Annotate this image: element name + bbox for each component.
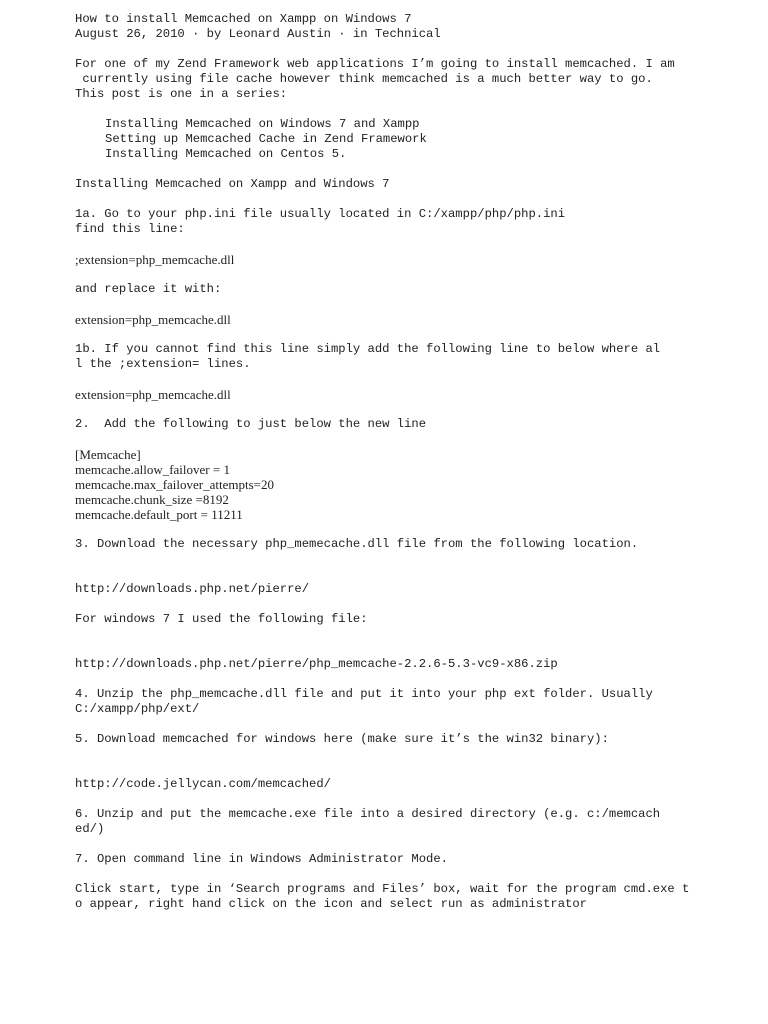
step2-text: 2. Add the following to just below the new line bbox=[75, 417, 427, 431]
intro-line-2: currently using file cache however think memcached is a much better way to go. bbox=[75, 72, 653, 86]
intro-line-3: This post is one in a series: bbox=[75, 87, 288, 101]
step2-code-line-2: memcache.allow_failover = 1 bbox=[75, 462, 230, 477]
series-item-1: Installing Memcached on Windows 7 and Xampp bbox=[105, 117, 420, 131]
step7-text: 7. Open command line in Windows Administrator Mode. bbox=[75, 852, 448, 866]
series-item-2: Setting up Memcached Cache in Zend Framework bbox=[105, 132, 427, 146]
intro-line-1: For one of my Zend Framework web applications I’m going to install memcached. I am bbox=[75, 57, 675, 71]
step7-line-1: Click start, type in ‘Search programs and Files’ box, wait for the program cmd.exe t bbox=[75, 882, 690, 896]
step2-code-line-5: memcache.default_port = 11211 bbox=[75, 507, 243, 522]
step4-line-1: 4. Unzip the php_memcache.dll file and put it into your php ext folder. Usually bbox=[75, 687, 653, 701]
step3-text: 3. Download the necessary php_memecache.dll file from the following location. bbox=[75, 537, 639, 551]
step1a-replace-code: extension=php_memcache.dll bbox=[75, 312, 231, 327]
document-page bbox=[75, 12, 735, 912]
step4-line-2: C:/xampp/php/ext/ bbox=[75, 702, 200, 716]
step7-line-2: o appear, right hand click on the icon and select run as administrator bbox=[75, 897, 587, 911]
step3-win7-label: For windows 7 I used the following file: bbox=[75, 612, 368, 626]
article-byline: August 26, 2010 · by Leonard Austin · in Technical bbox=[75, 27, 441, 41]
step1a-line-1: 1a. Go to your php.ini file usually located in C:/xampp/php/php.ini bbox=[75, 207, 566, 221]
step1b-line-2: l the ;extension= lines. bbox=[75, 357, 251, 371]
step1a-line-2: find this line: bbox=[75, 222, 185, 236]
step5-text: 5. Download memcached for windows here (make sure it’s the win32 binary): bbox=[75, 732, 609, 746]
step3-win7-link[interactable]: http://downloads.php.net/pierre/php_memcache-2.2.6-5.3-vc9-x86.zip bbox=[75, 657, 558, 671]
step2-code-line-1: [Memcache] bbox=[75, 447, 141, 462]
step1b-line-1: 1b. If you cannot find this line simply add the following line to below where al bbox=[75, 342, 661, 356]
article-title: How to install Memcached on Xampp on Windows 7 bbox=[75, 12, 412, 26]
step6-line-2: ed/) bbox=[75, 822, 105, 836]
section-heading: Installing Memcached on Xampp and Windows 7 bbox=[75, 177, 390, 191]
series-item-3: Installing Memcached on Centos 5. bbox=[105, 147, 347, 161]
step3-download-link[interactable]: http://downloads.php.net/pierre/ bbox=[75, 582, 310, 596]
step2-code-line-3: memcache.max_failover_attempts=20 bbox=[75, 477, 275, 492]
step1a-replace-label: and replace it with: bbox=[75, 282, 222, 296]
step1a-find-code: ;extension=php_memcache.dll bbox=[75, 252, 235, 267]
step1b-code: extension=php_memcache.dll bbox=[75, 387, 231, 402]
step5-download-link[interactable]: http://code.jellycan.com/memcached/ bbox=[75, 777, 331, 791]
step6-line-1: 6. Unzip and put the memcache.exe file into a desired directory (e.g. c:/memcach bbox=[75, 807, 661, 821]
step2-code-line-4: memcache.chunk_size =8192 bbox=[75, 492, 229, 507]
